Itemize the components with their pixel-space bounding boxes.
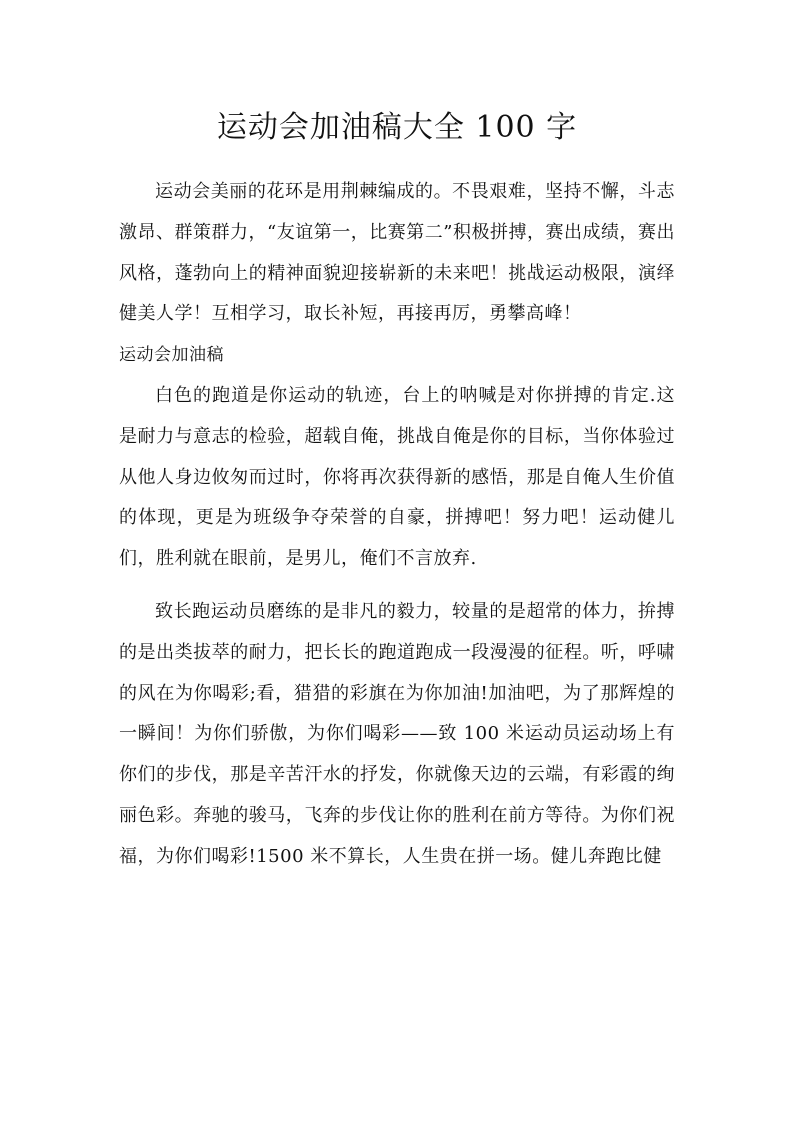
section-paragraph: 致长跑运动员磨练的是非凡的毅力，较量的是超常的体力，拚搏的是出类拔萃的耐力，把长长的跑道跑成一段漫漫的征程。听，呼啸的风在为你喝彩;看，猎猎的彩旗在为你加油!加油吧，为了那辉煌的一瞬间！为你们骄傲，为你们喝彩——致 100 米运动员运动场上有你们的步伐，那是辛苦汗水的抒发，你就像天边的云端，有彩霞的绚丽色彩。奔驰的骏马，飞奔的步伐让你的胜利在前方等待。为你们祝福，为你们喝彩!1500 米不算长，人生贵在拼一场。健儿奔跑比健 <box>119 600 675 867</box>
document-body <box>119 172 675 878</box>
document-title: 运动会加油稿大全 100 字 <box>216 110 578 145</box>
section-paragraph: 白色的跑道是你运动的轨迹，台上的呐喊是对你拼搏的肯定.这是耐力与意志的检验，超载自俺，挑战自俺是你的目标，当你体验过从他人身边攸匆而过时，你将再次获得新的感悟，那是自俺人生价值的体现，更是为班级争夺荣誉的自豪，拼搏吧！努力吧！运动健儿们，胜利就在眼前，是男儿，俺们不言放弃. <box>119 384 675 570</box>
intro-paragraph: 运动会美丽的花环是用荆棘编成的。不畏艰难，坚持不懈，斗志激昂、群策群力，“友谊第一，比赛第二”积极拼搏，赛出成绩，赛出风格，蓬勃向上的精神面貌迎接崭新的未来吧！挑战运动极限，演绎健美人学！互相学习，取长补短，再接再厉，勇攀高峰！ <box>119 181 675 325</box>
section-heading: 运动会加油稿 <box>119 345 224 366</box>
